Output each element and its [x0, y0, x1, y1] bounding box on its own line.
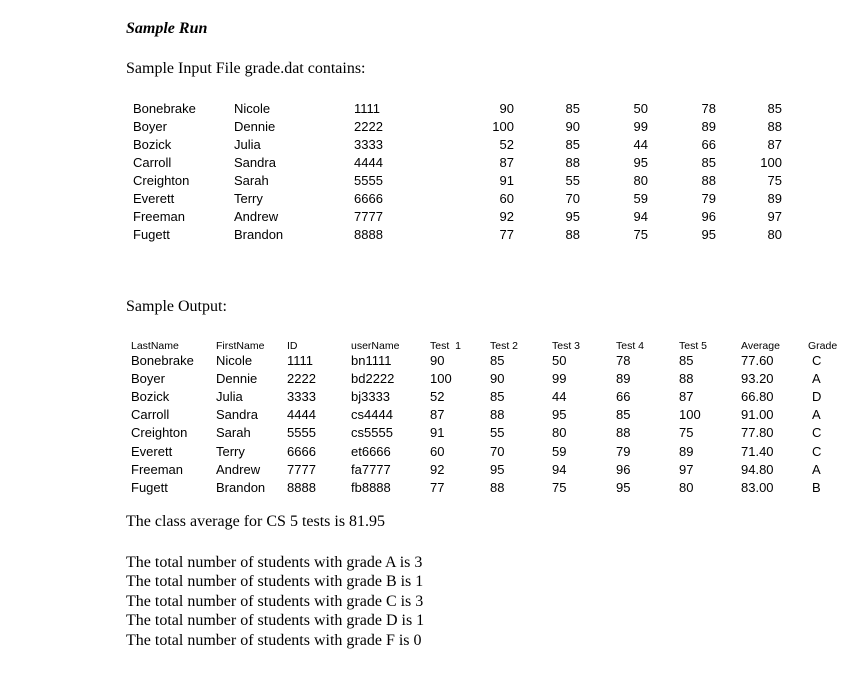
output-cell: 88 [679, 371, 694, 387]
output-cell: Bonebrake [131, 353, 194, 368]
output-cell: 5555 [287, 425, 316, 441]
grade-count-line: The total number of students with grade A is 3 [126, 554, 423, 571]
input-cell: 85 [565, 101, 580, 116]
input-cell: 66 [701, 137, 716, 152]
input-cell: 91 [499, 173, 514, 188]
output-cell: 75 [679, 425, 694, 441]
output-cell: 52 [430, 389, 445, 405]
input-cell: Nicole [234, 101, 271, 116]
output-cell: A [812, 371, 821, 387]
output-cell: 77.80 [741, 425, 774, 441]
input-cell: 95 [633, 155, 648, 170]
output-cell: 96 [616, 461, 631, 477]
input-cell: 5555 [354, 173, 383, 188]
input-cell: 90 [565, 119, 580, 134]
output-cell: 75 [552, 479, 567, 495]
output-cell: Boyer [131, 371, 165, 387]
grade-count-line: The total number of students with grade B is 1 [126, 573, 424, 591]
output-column-header: ID [287, 340, 298, 352]
input-cell: 77 [499, 227, 514, 242]
output-cell: 95 [552, 407, 567, 423]
input-cell: 7777 [354, 209, 383, 224]
output-cell: 91 [430, 425, 445, 441]
output-cell: 85 [490, 353, 505, 368]
output-cell: A [812, 407, 821, 423]
input-cell: 96 [701, 209, 716, 224]
output-cell: 80 [679, 479, 694, 495]
output-cell: 85 [679, 353, 694, 368]
output-cell: 92 [430, 461, 445, 477]
output-cell: 95 [616, 479, 631, 495]
output-cell: Everett [131, 443, 173, 459]
output-cell: C [812, 353, 822, 368]
output-cell: 55 [490, 425, 505, 441]
output-cell: 88 [616, 425, 631, 441]
grade-counts [126, 553, 424, 650]
output-cell: 80 [552, 425, 567, 441]
output-cell: 83.00 [741, 479, 774, 495]
output-cell: 66 [616, 389, 631, 405]
output-cell: Fugett [131, 479, 168, 495]
input-cell: Sarah [234, 173, 269, 188]
input-cell: Carroll [133, 155, 172, 170]
input-cell: Dennie [234, 119, 276, 134]
output-cell: bd2222 [351, 371, 395, 387]
input-cell: 90 [499, 101, 514, 116]
output-column-header: userName [351, 340, 400, 352]
output-cell: bj3333 [351, 389, 391, 405]
input-cell: Fugett [133, 227, 170, 242]
input-cell: Creighton [133, 173, 190, 188]
input-cell: Bozick [133, 137, 172, 152]
output-cell: 97 [679, 461, 694, 477]
input-cell: 94 [633, 209, 648, 224]
output-cell: 66.80 [741, 389, 774, 405]
input-cell: 70 [565, 191, 580, 206]
output-column-header: Test 4 [616, 340, 645, 352]
output-cell: 87 [430, 407, 445, 423]
output-cell: 99 [552, 371, 567, 387]
output-cell: fb8888 [351, 479, 391, 495]
output-cell: 3333 [287, 389, 316, 405]
input-cell: 80 [767, 227, 782, 242]
grade-count-line: The total number of students with grade F is 0 [126, 631, 422, 649]
output-cell: 100 [430, 371, 452, 387]
output-cell: 90 [490, 371, 505, 387]
output-cell: C [812, 425, 822, 441]
output-cell: 71.40 [741, 443, 774, 459]
input-cell: 87 [499, 155, 514, 170]
output-cell: Sandra [216, 407, 258, 423]
output-cell: fa7777 [351, 461, 391, 477]
output-cell: Terry [216, 443, 245, 459]
input-cell: Everett [133, 191, 175, 206]
output-cell: 59 [552, 443, 567, 459]
output-cell: 91.00 [741, 407, 774, 423]
output-cell: Carroll [131, 407, 170, 423]
output-cell: 88 [490, 407, 505, 423]
output-column-header: Test 1 [430, 340, 461, 352]
output-cell: 77.60 [741, 353, 774, 368]
output-cell: 89 [679, 443, 694, 459]
output-cell: cs5555 [351, 425, 393, 441]
output-cell: 87 [679, 389, 694, 405]
output-cell: 94 [552, 461, 567, 477]
input-cell: Terry [234, 191, 263, 206]
input-cell: 50 [633, 101, 648, 116]
output-cell: Creighton [131, 425, 188, 441]
output-cell: A [812, 461, 821, 477]
output-cell: 4444 [287, 407, 316, 423]
input-cell: 79 [701, 191, 716, 206]
page-title: Sample Run [126, 20, 208, 37]
input-cell: 2222 [354, 119, 383, 134]
input-cell: Andrew [234, 209, 279, 224]
grade-count-line: The total number of students with grade D is 1 [126, 612, 425, 630]
output-cell: 85 [490, 389, 505, 405]
input-cell: 92 [499, 209, 514, 224]
input-cell: 85 [767, 101, 782, 116]
input-cell: 75 [633, 227, 648, 242]
output-cell: Bozick [131, 389, 170, 405]
input-cell: 88 [701, 173, 716, 188]
input-cell: 85 [565, 137, 580, 152]
output-column-header: Test 3 [552, 340, 581, 352]
input-cell: 60 [499, 191, 514, 206]
output-cell: 93.20 [741, 371, 774, 387]
input-cell: 88 [565, 227, 580, 242]
input-cell: Brandon [234, 227, 284, 242]
output-cell: Nicole [216, 353, 253, 368]
output-cell: cs4444 [351, 407, 393, 423]
output-cell: 89 [616, 371, 631, 387]
input-cell: 88 [767, 119, 782, 134]
output-column-header: Test 5 [679, 340, 708, 352]
input-cell: 97 [767, 209, 782, 224]
input-cell: 52 [499, 137, 514, 152]
input-cell: Boyer [133, 119, 167, 134]
output-cell: D [812, 389, 822, 405]
output-cell: 90 [430, 353, 445, 368]
output-cell: Brandon [216, 479, 266, 495]
output-cell: 50 [552, 353, 567, 368]
output-cell: C [812, 443, 822, 459]
output-cell: B [812, 479, 821, 495]
output-cell: 6666 [287, 443, 316, 459]
output-cell: et6666 [351, 443, 391, 459]
output-cell: 85 [616, 407, 631, 423]
input-cell: 80 [633, 173, 648, 188]
output-column-header: Test 2 [490, 340, 519, 352]
output-cell: 60 [430, 443, 445, 459]
grade-count-line: The total number of students with grade C is 3 [126, 592, 424, 610]
output-cell: 8888 [287, 479, 316, 495]
input-cell: 89 [767, 191, 782, 206]
input-cell: 87 [767, 137, 782, 152]
input-cell: Freeman [133, 209, 186, 224]
output-cell: 44 [552, 389, 567, 405]
input-cell: 3333 [354, 137, 383, 152]
input-cell: 78 [701, 101, 716, 116]
input-cell: 44 [633, 137, 648, 152]
output-cell: 1111 [287, 353, 314, 368]
output-cell: 100 [679, 407, 701, 423]
input-cell: 59 [633, 191, 648, 206]
output-cell: Dennie [216, 371, 258, 387]
output-cell: 2222 [287, 371, 316, 387]
input-cell: 75 [767, 173, 782, 188]
output-cell: bn1111 [351, 353, 392, 368]
input-cell: 95 [701, 227, 716, 242]
output-cell: Sarah [216, 425, 251, 441]
input-cell: 4444 [354, 155, 383, 170]
input-cell: 1111 [354, 101, 381, 116]
output-cell: 95 [490, 461, 505, 477]
input-heading: Sample Input File grade.dat contains: [126, 60, 366, 77]
input-cell: 85 [701, 155, 716, 170]
output-cell: 70 [490, 443, 505, 459]
output-column-header: FirstName [216, 340, 265, 352]
output-column-header: Average [741, 340, 780, 352]
output-column-header: LastName [131, 340, 179, 352]
output-cell: 78 [616, 353, 631, 368]
input-cell: 55 [565, 173, 580, 188]
input-cell: 6666 [354, 191, 383, 206]
output-cell: 77 [430, 479, 445, 495]
input-cell: 88 [565, 155, 580, 170]
output-cell: 7777 [287, 461, 316, 477]
input-cell: Sandra [234, 155, 276, 170]
input-cell: 89 [701, 119, 716, 134]
output-cell: Andrew [216, 461, 261, 477]
input-cell: 100 [492, 119, 514, 134]
output-column-header: Grade [808, 340, 838, 352]
class-average-line: The class average for CS 5 tests is 81.95 [126, 513, 386, 530]
output-heading: Sample Output: [126, 298, 227, 315]
input-cell: Bonebrake [133, 101, 196, 116]
input-cell: 95 [565, 209, 580, 224]
output-cell: 79 [616, 443, 631, 459]
input-cell: 8888 [354, 227, 383, 242]
input-cell: 99 [633, 119, 648, 134]
output-cell: Freeman [131, 461, 184, 477]
input-cell: Julia [234, 137, 261, 152]
output-cell: Julia [216, 389, 243, 405]
output-cell: 94.80 [741, 461, 774, 477]
output-cell: 88 [490, 479, 505, 495]
input-cell: 100 [760, 155, 782, 170]
